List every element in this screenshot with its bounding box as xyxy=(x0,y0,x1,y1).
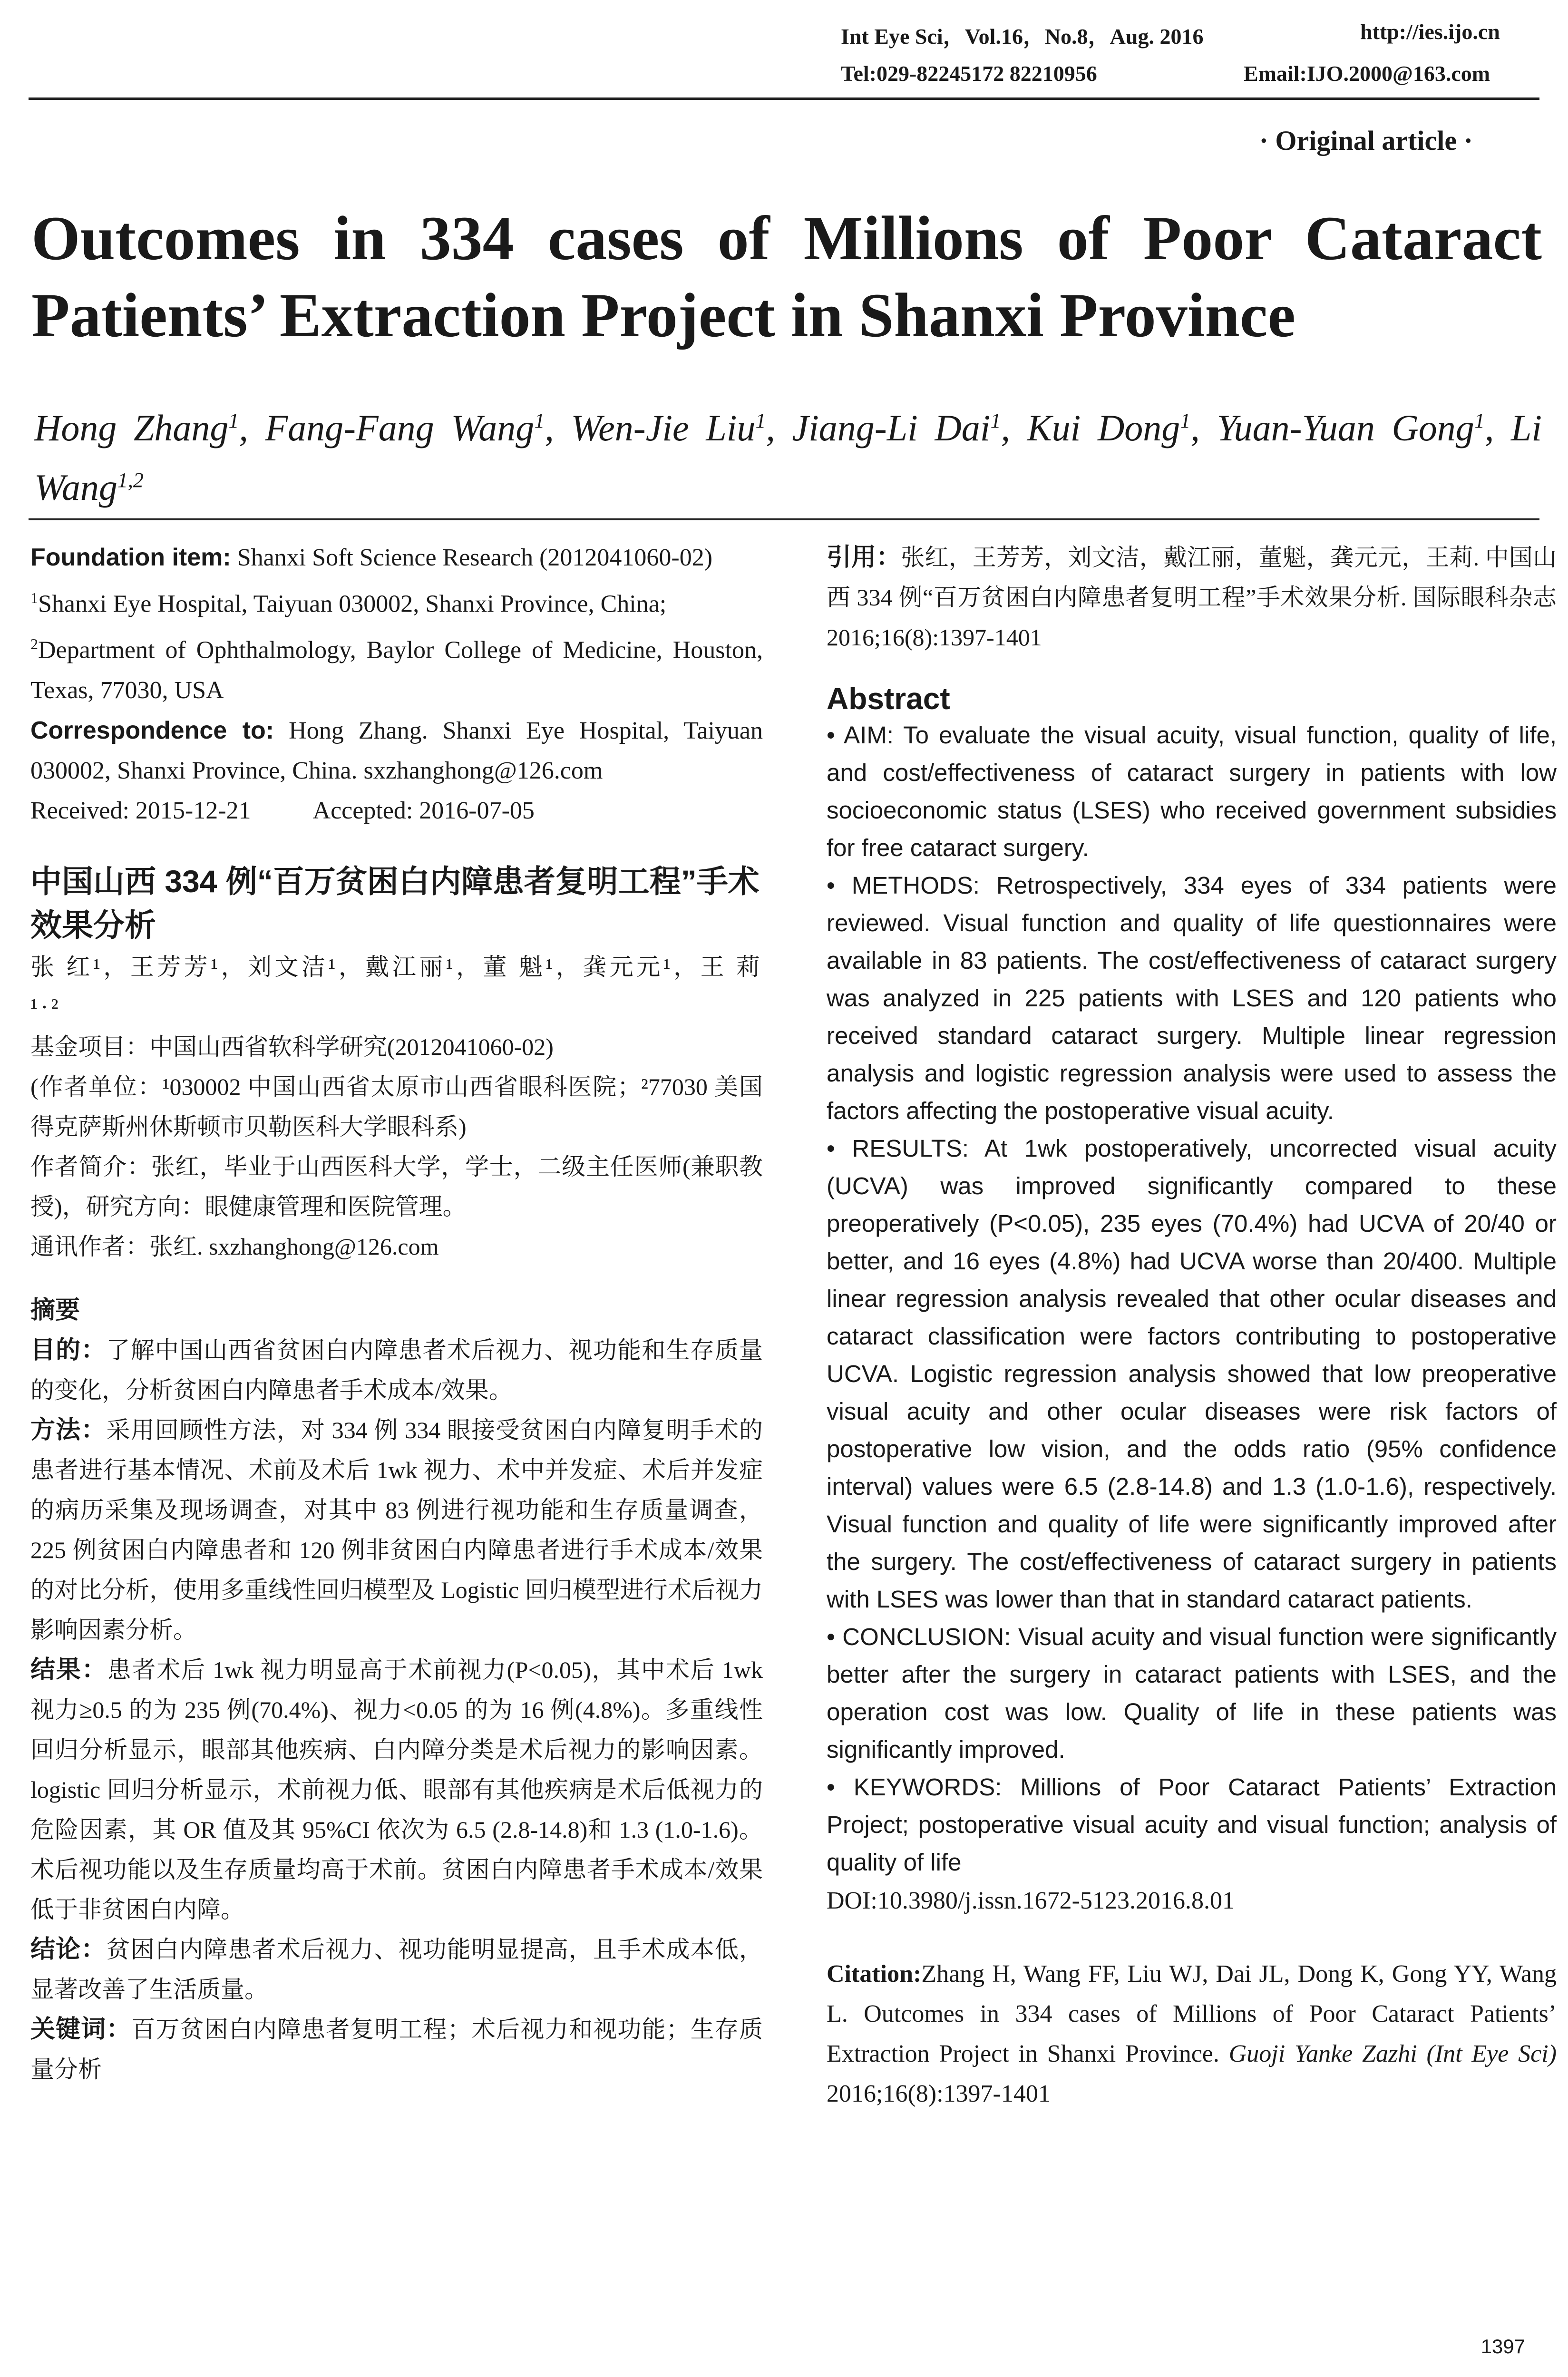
chinese-abstract-heading: 摘要 xyxy=(30,1296,80,1324)
chinese-results-text: 患者术后 1wk 视力明显高于术前视力(P<0.05)，其中术后 1wk 视力≥0.5 的为 235 例(70.4%)、视力<0.05 的为 16 例(4.8%)。多重线性回归分析显示，眼部其他疾病、白内障分类是术后视力的影响因素。logistic 回归分析显示，术前视力低、眼部有其他疾病是术后低视力的危险因素，其 OR 值及其 95%CI 依次为 6.5 (2.8-14.8)和 1.3 (1.0-1.6)。术后视功能以及生存质量均高于术前。贫困白内障患者手术成本/效果低于非贫困白内障。 xyxy=(30,1656,763,1923)
chinese-title: 中国山西 334 例“百万贫困白内障患者复明工程”手术效果分析 xyxy=(30,863,760,943)
chinese-units: (作者单位：¹030002 中国山西省太原市山西省眼科医院；²77030 美国得克萨斯州休斯顿市贝勒医科大学眼科系) xyxy=(30,1073,763,1140)
header-rule xyxy=(29,97,1539,100)
affiliation-2-text: Department of Ophthalmology, Baylor College of Medicine, Houston, Texas, 77030, USA xyxy=(30,636,763,704)
accepted-date: Accepted: 2016-07-05 xyxy=(312,797,535,824)
page-number: 1397 xyxy=(1480,2335,1525,2358)
author-name: Yuan-Yuan Gong xyxy=(1217,407,1474,448)
abstract-conclusion xyxy=(827,1618,1557,1768)
chinese-fund: 基金项目：中国山西省软科学研究(2012041060-02) xyxy=(30,1033,554,1060)
abstract-keywords-label: • KEYWORDS: xyxy=(827,1773,1002,1801)
english-citation-text: Zhang H, Wang FF, Liu WJ, Dai JL, Dong K, Gong YY, Wang L. Outcomes in 334 cases of Millions of Poor Cataract Patients’ Extraction Project in Shanxi Province. xyxy=(827,1960,1557,2067)
affiliation-1-text: Shanxi Eye Hospital, Taiyuan 030002, Shanxi Province, China; xyxy=(38,590,667,618)
author-affiliation-marker: 1 xyxy=(228,409,239,432)
journal-tel: Tel:029-82245172 82210956 xyxy=(841,61,1097,86)
affiliation-1 xyxy=(30,578,763,624)
author-affiliation-marker: 1,2 xyxy=(117,468,144,492)
abstract-heading: Abstract xyxy=(827,682,950,716)
chinese-keywords-text: 百万贫困白内障患者复明工程；术后视力和视功能；生存质量分析 xyxy=(30,2016,763,2083)
affiliation-2-marker: 2 xyxy=(30,635,38,653)
abstract-body xyxy=(827,716,1557,1881)
author-name: Fang-Fang Wang xyxy=(265,407,535,448)
english-citation-label: Citation: xyxy=(827,1960,922,1987)
chinese-conclusion-label: 结论： xyxy=(30,1935,107,1963)
chinese-conclusion xyxy=(30,1929,763,2009)
left-column xyxy=(30,537,763,2089)
author-name: Hong Zhang xyxy=(34,407,229,448)
author-affiliation-marker: 1 xyxy=(990,409,1001,432)
author-name: Li Wang xyxy=(34,407,1542,508)
chinese-contact: 通讯作者：张红. sxzhanghong@126.com xyxy=(30,1233,439,1260)
author-list: Hong Zhang$^1$, Fang-Fang Wang$^1$, Wen-Jie Liu$^1$, Jiang-Li Dai$^1$, Kui Dong$^1$, Yuan-Yuan Gong$^1$, Li Wang$^{1,2}$ xyxy=(34,407,1542,508)
abstract-results-text: At 1wk postoperatively, uncorrected visual acuity (UCVA) was improved significantly compared to these preoperatively (P<0.05), 235 eyes (70.4%) had UCVA of 20/40 or better, and 16 eyes (4.8%) had UCVA worse than 20/400. Multiple linear regression analysis revealed that other ocular diseases and cataract classification were factors contributing to postoperative UCVA. Logistic regression analysis showed that low preoperative visual acuity and other ocular diseases were risk factors of postoperative low vision, and the odds ratio (95% confidence interval) values were 6.5 (2.8-14.8) and 1.3 (1.0-1.6), respectively. Visual function and quality of life were significantly improved after the surgery. The cost/effectiveness of cataract surgery in patients with LSES was lower than that in standard cataract patients. xyxy=(827,1135,1557,1613)
english-citation xyxy=(827,1954,1557,2114)
abstract-methods xyxy=(827,867,1557,1130)
journal-website: http://ies.ijo.cn xyxy=(1360,19,1500,44)
foundation-item xyxy=(30,537,763,578)
abstract-keywords xyxy=(827,1768,1557,1881)
author-name: Jiang-Li Dai xyxy=(792,407,991,448)
right-column xyxy=(827,537,1557,2114)
journal-info: Int Eye Sci，Vol.16，No.8，Aug. 2016 xyxy=(841,24,1204,49)
received-date: Received: 2015-12-21 xyxy=(30,797,251,824)
abstract-conclusion-text: Visual acuity and visual function were significantly better after the surgery in cataract patients with LSES, and the operation cost was low. Quality of life in these patients was significantly improved. xyxy=(827,1623,1557,1763)
english-citation-journal: Guoji Yanke Zazhi xyxy=(1228,2040,1417,2067)
chinese-aim xyxy=(30,1330,763,1410)
chinese-keywords xyxy=(30,2009,763,2089)
chinese-methods xyxy=(30,1410,763,1650)
chinese-citation-label: 引用： xyxy=(827,544,901,571)
author-affiliation-marker: 1 xyxy=(1180,409,1191,432)
chinese-aim-label: 目的： xyxy=(30,1336,107,1364)
foundation-label: Foundation item: xyxy=(30,544,231,571)
correspondence xyxy=(30,711,763,791)
affiliation-1-marker: 1 xyxy=(30,589,38,606)
abstract-aim-text: To evaluate the visual acuity, visual function, quality of life, and cost/effectiveness of cataract surgery in patients with low socioeconomic status (LSES) who received government subsidies for free cataract surgery. xyxy=(827,721,1557,861)
author-affiliation-marker: 1 xyxy=(1474,409,1485,432)
abstract-methods-label: • METHODS: xyxy=(827,872,980,899)
correspondence-label: Correspondence to: xyxy=(30,716,274,744)
author-affiliation-marker: 1 xyxy=(534,409,545,432)
author-affiliation-marker: 1 xyxy=(755,409,766,432)
title-rule xyxy=(29,518,1539,520)
abstract-conclusion-label: • CONCLUSION: xyxy=(827,1623,1011,1650)
abstract-methods-text: Retrospectively, 334 eyes of 334 patients were reviewed. Visual function and quality of life questionnaires were available in 83 patients. The cost/effectiveness of cataract surgery was analyzed in 225 patients with LSES and 120 patients who received standard cataract surgery. Multiple linear regression analysis and logistic regression analysis were used to assess the factors affecting the postoperative visual acuity. xyxy=(827,872,1557,1124)
abstract-keywords-text: Millions of Poor Cataract Patients’ Extraction Project; postoperative visual acuity and visual function; analysis of quality of life xyxy=(827,1773,1557,1876)
chinese-bio: 作者简介：张红，毕业于山西医科大学，学士，二级主任医师(兼职教授)，研究方向：眼健康管理和医院管理。 xyxy=(30,1153,763,1220)
author-name: Kui Dong xyxy=(1027,407,1180,448)
abstract-aim-label: • AIM: xyxy=(827,721,894,749)
chinese-citation xyxy=(827,537,1557,657)
foundation-text: Shanxi Soft Science Research (2012041060-02) xyxy=(237,544,713,571)
doi: DOI:10.3980/j.issn.1672-5123.2016.8.01 xyxy=(827,1887,1235,1914)
english-citation-abbr: (Int Eye Sci) xyxy=(1426,2040,1557,2067)
abstract-results-label: • RESULTS: xyxy=(827,1135,969,1162)
chinese-methods-text: 采用回顾性方法，对 334 例 334 眼接受贫困白内障复明手术的患者进行基本情况、术前及术后 1wk 视力、术中并发症、术后并发症的病历采集及现场调查，对其中 83 例进行视功能和生存质量调查，225 例贫困白内障患者和 120 例非贫困白内障患者进行手术成本/效果的对比分析，使用多重线性回归模型及 Logistic 回归模型进行术后视力影响因素分析。 xyxy=(30,1416,763,1643)
chinese-methods-label: 方法： xyxy=(30,1416,107,1444)
article-title: Outcomes in 334 cases of Millions of Poor Cataract Patients’ Extraction Project in Shanxi Province xyxy=(31,203,1542,350)
english-citation-issue: 2016;16(8):1397-1401 xyxy=(827,2080,1051,2107)
chinese-results xyxy=(30,1650,763,1929)
correspondence-text: Hong Zhang. Shanxi Eye Hospital, Taiyuan 030002, Shanxi Province, China. sxzhanghong@126.com xyxy=(30,717,763,784)
dates xyxy=(30,791,763,831)
author-name: Wen-Jie Liu xyxy=(571,407,756,448)
article-type: · Original article · xyxy=(1259,125,1473,156)
affiliation-2 xyxy=(30,624,763,710)
chinese-keywords-label: 关键词： xyxy=(30,2015,132,2043)
chinese-authors: 张 红¹，王芳芳¹，刘文洁¹，戴江丽¹，董 魁¹，龚元元¹，王 莉¹·² xyxy=(30,953,763,1020)
chinese-aim-text: 了解中国山西省贫困白内障患者术后视力、视功能和生存质量的变化，分析贫困白内障患者手术成本/效果。 xyxy=(30,1336,763,1403)
chinese-citation-text: 张红，王芳芳，刘文洁，戴江丽，董魁，龚元元，王莉. 中国山西 334 例“百万贫困白内障患者复明工程”手术效果分析. 国际眼科杂志 2016;16(8):1397-1401 xyxy=(827,544,1557,651)
abstract-results xyxy=(827,1130,1557,1618)
chinese-results-label: 结果： xyxy=(30,1656,107,1684)
chinese-conclusion-text: 贫困白内障患者术后视力、视功能明显提高，且手术成本低，显著改善了生活质量。 xyxy=(30,1936,763,2003)
journal-email: Email:IJO.2000@163.com xyxy=(1244,61,1490,86)
abstract-aim xyxy=(827,716,1557,867)
